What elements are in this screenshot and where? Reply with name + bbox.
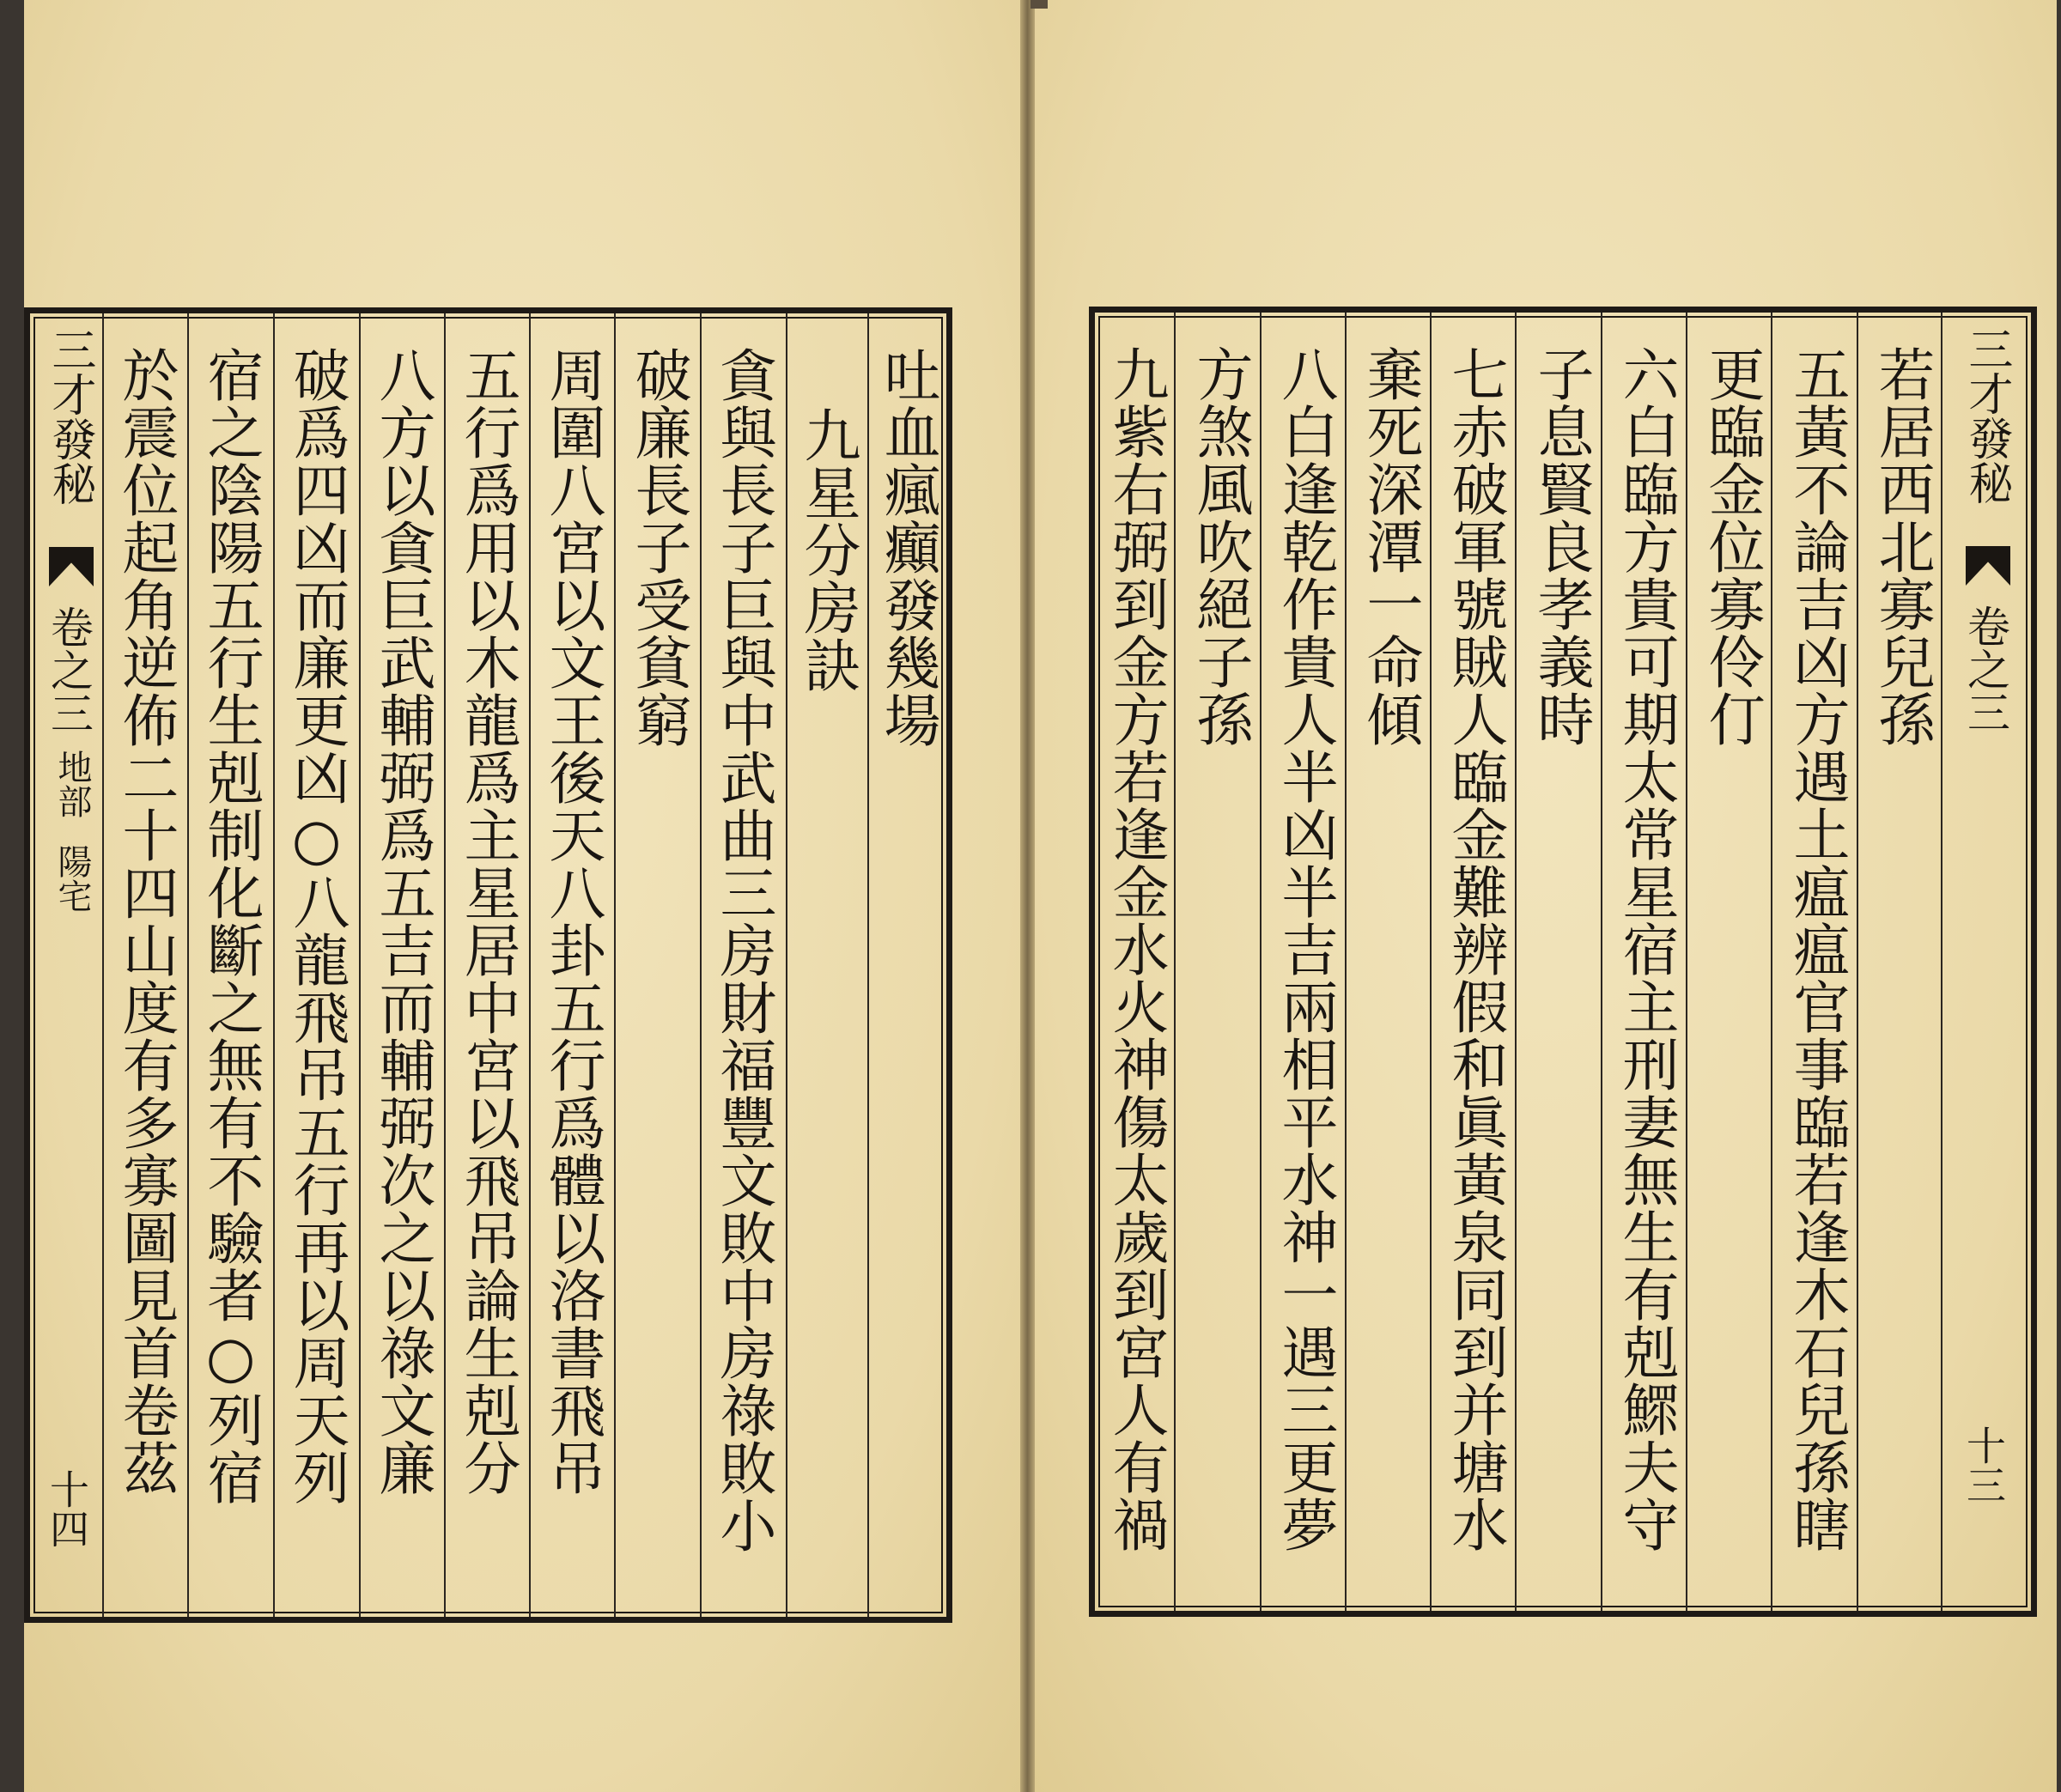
column-rule [1260, 313, 1262, 1611]
text-line: 破爲四凶而廉更凶○八龍飛吊五行再以周天列 [283, 346, 350, 1506]
column-rule [359, 313, 361, 1617]
column-rule [1941, 313, 1942, 1611]
column-rule [1174, 313, 1176, 1611]
book-gutter [1020, 0, 1035, 1792]
left-banner-subsection: 陽宅 [52, 844, 92, 913]
column-rule [1771, 313, 1772, 1611]
left-banner-section: 地部 [52, 750, 92, 818]
text-line: 方煞風吹絕子孫 [1187, 345, 1253, 748]
column-rule [1857, 313, 1858, 1611]
right-folio-number: 十三 [1961, 1425, 2007, 1504]
text-line: 五行爲用以木龍爲主星居中宮以飛吊論生剋分 [454, 346, 520, 1497]
spine-shadow [1030, 0, 1048, 9]
text-line: 五黃不論吉凶方遇土瘟瘟官事臨若逢木石兒孫瞎 [1784, 345, 1850, 1553]
text-line: 八白逢乾作貴人半凶半吉兩相平水神一遇三更夢 [1272, 345, 1338, 1553]
column-rule [1515, 313, 1517, 1611]
text-line: 六白臨方貴可期太常星宿主刑妻無生有剋鰥夫守 [1613, 345, 1679, 1553]
text-line: 更臨金位寡伶仃 [1699, 345, 1765, 748]
text-line: 七赤破軍號賊人臨金難辨假和眞黃泉同到并塘水 [1442, 345, 1508, 1553]
column-rule [529, 313, 531, 1617]
text-line: 吐血瘋癲發幾場 [874, 346, 940, 749]
left-banner-title: 三才發秘 [44, 327, 95, 506]
text-line: 於震位起角逆佈二十四山度有多寡圖見首卷茲 [112, 346, 179, 1497]
column-rule [273, 313, 275, 1617]
column-rule [614, 313, 616, 1617]
text-line: 周圍八宮以文王後天八卦五行爲體以洛書飛吊 [539, 346, 605, 1497]
left-banner-volume: 卷之三 [44, 605, 94, 734]
column-rule [1601, 313, 1602, 1611]
text-line: 九紫右弼到金方若逢金水火神傷太歲到宮人有禍 [1103, 345, 1169, 1553]
column-rule [867, 313, 869, 1617]
text-line: 子息賢良孝義時 [1528, 345, 1594, 748]
fishtail-mark [1966, 546, 2010, 586]
column-rule [1430, 313, 1432, 1611]
column-rule [102, 313, 104, 1617]
right-banner-volume: 卷之三 [1961, 604, 2010, 733]
left-page-frame [24, 307, 952, 1623]
left-folio-number: 十四 [44, 1469, 90, 1548]
column-rule [1686, 313, 1687, 1611]
column-rule [786, 313, 787, 1617]
text-line: 棄死深潭一命傾 [1357, 345, 1423, 748]
text-line: 八方以貪巨武輔弼爲五吉而輔弼次之以祿文廉 [369, 346, 435, 1497]
text-line: 九星分房訣 [794, 406, 860, 694]
text-line: 貪與長子巨與中武曲三房財福豐文敗中房祿敗小 [710, 346, 776, 1554]
text-line: 破廉長子受貧窮 [625, 346, 691, 749]
right-banner-title: 三才發秘 [1961, 326, 2012, 505]
text-line: 宿之陰陽五行生剋制化斷之無有不驗者○列宿 [198, 346, 264, 1506]
column-rule [444, 313, 446, 1617]
column-rule [187, 313, 189, 1617]
left-banner [46, 319, 97, 1598]
column-rule [700, 313, 702, 1617]
column-rule [1345, 313, 1347, 1611]
right-banner [1954, 318, 2012, 1597]
text-line: 若居西北寡兒孫 [1869, 345, 1935, 748]
fishtail-mark [49, 547, 94, 586]
right-page-frame [1089, 307, 2037, 1617]
